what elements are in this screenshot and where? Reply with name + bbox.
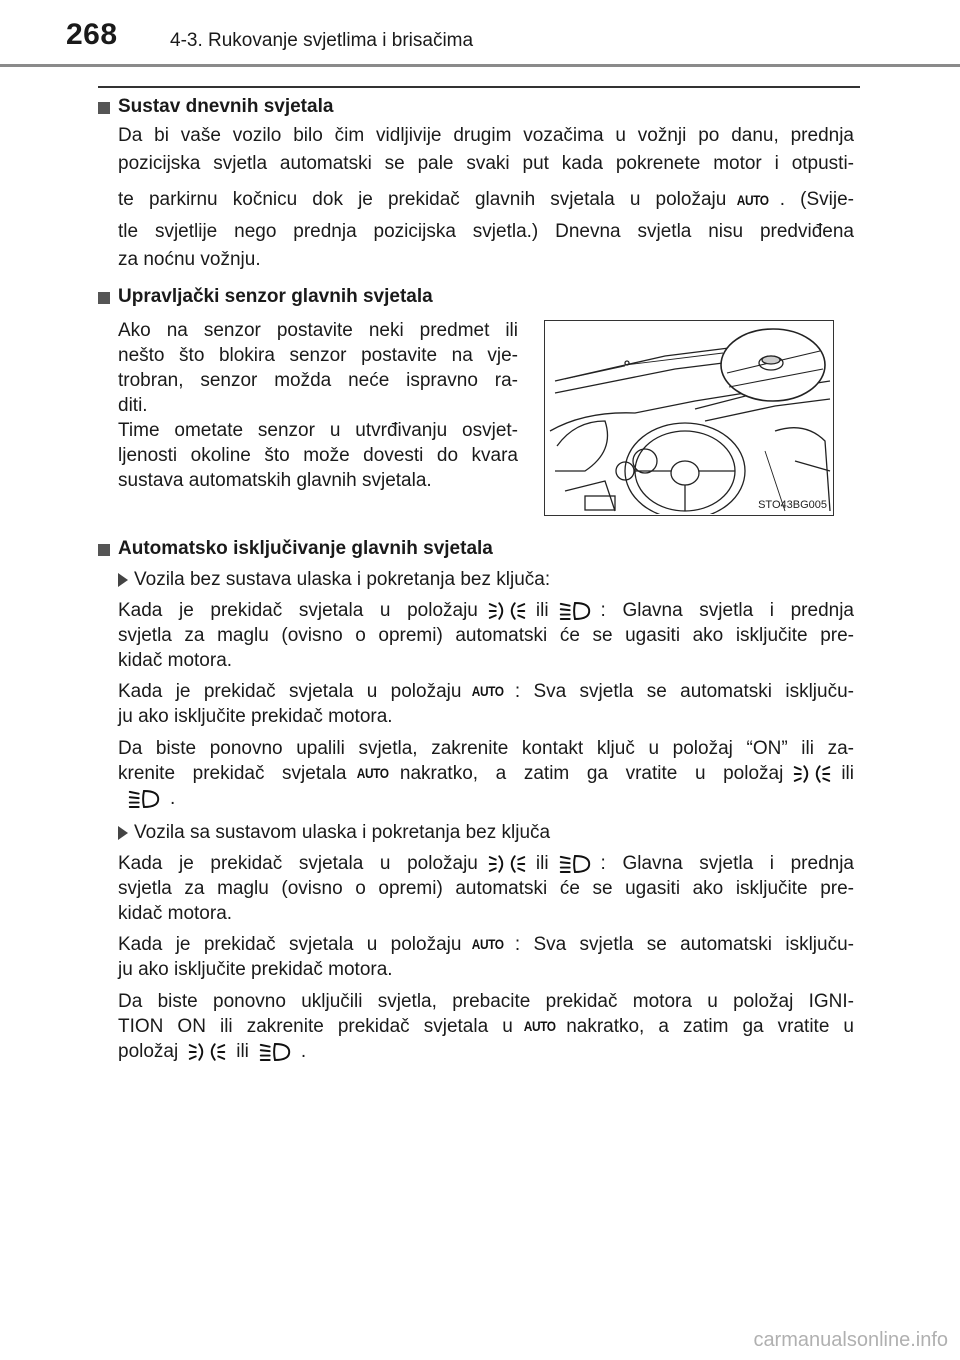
text-fragment: .: [300, 1041, 307, 1063]
headlights-icon: [559, 600, 591, 622]
page-number: 268: [66, 18, 118, 51]
headlights-icon: [128, 788, 160, 810]
section-title-text: Sustav dnevnih svjetala: [118, 96, 334, 117]
triangle-bullet-icon: [118, 826, 128, 840]
text-line: diti.: [118, 395, 148, 416]
section-title-text: Upravljački senzor glavnih svjetala: [118, 286, 433, 307]
text-fragment: Kada je prekidač svjetala u položaju: [118, 600, 478, 621]
text-fragment: Kada je prekidač svjetala u položaju: [118, 853, 478, 874]
text-fragment: Kada je prekidač svjetala u položaju: [118, 934, 462, 955]
header-divider: [0, 64, 960, 67]
text-fragment: TION ON ili zakrenite prekidač svjetala u: [118, 1016, 513, 1037]
section-title-auto-off: [98, 538, 493, 560]
text-line: Ako na senzor postavite neki predmet ili: [118, 320, 518, 341]
text-line: tle svjetlije nego prednja pozicijska svjetla.) Dnevna svjetla nisu predviđena: [118, 221, 854, 243]
text-line: Da biste ponovno upalili svjetla, zakrenite kontakt ključ u položaj “ON” ili za-: [118, 738, 854, 759]
headlights-icon: [259, 1041, 291, 1063]
paragraph-1: [118, 598, 854, 673]
watermark: carmanualsonline.info: [753, 1329, 948, 1351]
text-line: nešto što blokira senzor postavite na vje-: [118, 345, 518, 366]
auto-icon: AUTO: [357, 765, 390, 782]
figure-code: STO43BG005: [758, 499, 827, 511]
section-title-sensor: [98, 286, 433, 308]
text-fragment: ili: [535, 853, 549, 874]
text-line: pozicijska svjetla automatski se pale svaki put kada pokrenete motor i otpusti-: [118, 153, 854, 174]
text-line: za noćnu vožnju.: [118, 249, 261, 271]
text-fragment: Kada je prekidač svjetala u položaju: [118, 681, 462, 702]
section-title-drl: [98, 96, 333, 118]
dashboard-drawing: [545, 321, 832, 514]
square-bullet-icon: [98, 544, 110, 556]
subheading-with-smart-key: [118, 820, 854, 845]
text-line: [118, 1039, 854, 1064]
text-fragment: te parkirnu kočnicu dok je prekidač glavnih svjetala u položaju: [118, 189, 727, 211]
paragraph-6: [118, 989, 854, 1064]
headlights-icon: [559, 853, 591, 875]
text-fragment: : Sva svjetla se automatski isključu-: [514, 681, 854, 702]
text-line: [118, 932, 854, 957]
text-line: sustava automatskih glavnih svjetala.: [118, 470, 432, 491]
paragraph-3: [118, 736, 854, 811]
section-title-text: Automatsko isključivanje glavnih svjetala: [118, 538, 493, 559]
text-fragment: : Sva svjetla se automatski isključu-: [514, 934, 854, 955]
text-line: ljenosti okoline što može dovesti do kvara: [118, 445, 518, 466]
text-fragment: položaj: [118, 1041, 179, 1063]
position-lights-icon: [188, 1041, 226, 1063]
position-lights-icon: [488, 600, 526, 622]
text-line: [118, 761, 854, 786]
text-line: [118, 186, 854, 214]
auto-icon: AUTO: [523, 1018, 556, 1035]
text-fragment: : Glavna svjetla i prednja: [600, 853, 854, 874]
text-line: kidač motora.: [118, 903, 233, 924]
subheading-without-smart-key: [118, 567, 854, 592]
text-line: svjetla za maglu (ovisno o opremi) automatski će se ugasiti ako isključite pre-: [118, 878, 854, 899]
text-fragment: : Glavna svjetla i prednja: [600, 600, 854, 621]
text-fragment: ili: [236, 1041, 249, 1063]
auto-icon: AUTO: [472, 936, 505, 953]
text-fragment: nakratko, a zatim ga vratite u položaj: [399, 763, 784, 784]
text-line: kidač motora.: [118, 650, 233, 671]
text-line: Da biste ponovno uključili svjetla, prebacite prekidač motora u položaj IGNI-: [118, 991, 854, 1012]
text-fragment: . (Svije-: [779, 189, 854, 211]
text-line: ju ako isključite prekidač motora.: [118, 706, 393, 728]
position-lights-icon: [488, 853, 526, 875]
paragraph-4: [118, 851, 854, 926]
text-fragment: nakratko, a zatim ga vratite u: [566, 1016, 854, 1037]
sensor-paragraph: [118, 318, 518, 493]
chapter-title: 4-3. Rukovanje svjetlima i brisačima: [170, 30, 474, 51]
text-line: Time ometate senzor u utvrđivanju osvjet-: [118, 420, 518, 441]
text-fragment: ili: [535, 600, 549, 621]
text-line: [118, 786, 854, 811]
text-line: Da bi vaše vozilo bilo čim vidljivije drugim vozačima u vožnji po danu, prednja: [118, 125, 854, 146]
subheading-text: Vozila bez sustava ulaska i pokretanja bez ključa:: [134, 569, 551, 590]
square-bullet-icon: [98, 292, 110, 304]
subheading-text: Vozila sa sustavom ulaska i pokretanja bez ključa: [134, 822, 551, 843]
square-bullet-icon: [98, 102, 110, 114]
text-line: [118, 679, 854, 704]
text-line: [118, 598, 854, 623]
paragraph-5: [118, 932, 854, 982]
text-line: [118, 851, 854, 876]
position-lights-icon: [793, 763, 831, 785]
text-fragment: ili: [841, 763, 854, 784]
paragraph-2: [118, 679, 854, 729]
text-line: trobran, senzor možda neće ispravno ra-: [118, 370, 518, 391]
text-fragment: krenite prekidač svjetala: [118, 763, 347, 784]
text-line: svjetla za maglu (ovisno o opremi) automatski će se ugasiti ako isključite pre-: [118, 625, 854, 646]
drl-paragraph: [118, 122, 854, 274]
sensor-illustration: [544, 320, 834, 516]
content-divider: [98, 86, 860, 88]
text-line: ju ako isključite prekidač motora.: [118, 959, 393, 981]
auto-icon: AUTO: [737, 192, 769, 208]
auto-icon: AUTO: [472, 683, 505, 700]
triangle-bullet-icon: [118, 573, 128, 587]
text-fragment: .: [170, 788, 176, 810]
text-line: [118, 1014, 854, 1039]
